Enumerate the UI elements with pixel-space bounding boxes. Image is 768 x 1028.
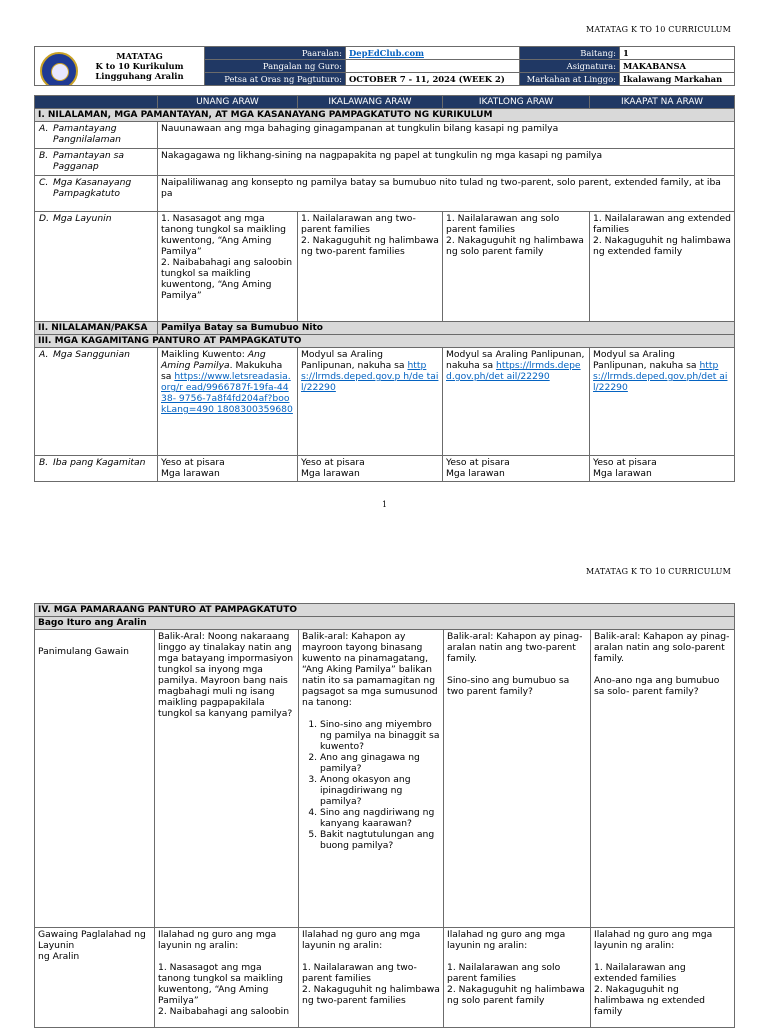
- panimulang-day-3: Balik-aral: Kahapon ay pinag- aralan natin ang two-parent family. Sino-sino ang bumubuo sa two parent family?: [444, 630, 591, 928]
- row-label-mga-sanggunian: A. Mga Sanggunian: [35, 348, 158, 456]
- row-label-gawaing-paglalahad: Gawaing Paglalahad ng Layunin ng Aralin: [35, 928, 155, 1028]
- markahan-value: Ikalawang Markahan: [620, 73, 735, 86]
- day-header-2: IKALAWANG ARAW: [298, 96, 443, 109]
- kagamitan-day-3: Yeso at pisara Mga larawan: [443, 456, 590, 482]
- baitang-label: Baitang:: [520, 47, 620, 60]
- gawaing-day-4: Ilalahad ng guro ang mga layunin ng aralin: 1. Nailalarawan ang extended families 2. Nakaguguhit ng halimbawa ng extended family: [591, 928, 735, 1028]
- sanggunian-day-3: Modyul sa Araling Panlipunan, nakuha sa https://lrmds.deped.gov.ph/det ail/22290: [443, 348, 590, 456]
- row-label-mga-layunin: D. Mga Layunin: [35, 212, 158, 322]
- kagamitan-day-1: Yeso at pisara Mga larawan: [158, 456, 298, 482]
- panimulang-day-2: Balik-aral: Kahapon ay mayroon tayong binasang kuwento na pinamagatang, “Ang Aking Pamilya” balikan natin ito sa pamamagitan ng pagsagot sa mga sumusunod na tanong: 1. Sino-sino ang miyembro ng pamilya na binaggit sa kuwento? 2. Ano ang ginagawa ng pamilya? 3. Anong okasyon ang ipinagdiriwang ng pamilya? 4. Sino ang nagdiriwang ng kanyang kaarawan? 5. Bakit nagtutulungan ang buong pamilya?: [299, 630, 444, 928]
- row-label-pamantayan-sa-pagganap: B. Pamantayan sa Pagganap: [35, 149, 158, 176]
- paaralan-label: Paaralan:: [205, 47, 346, 60]
- petsa-value: OCTOBER 7 - 11, 2024 (WEEK 2): [346, 73, 520, 86]
- document-title: MATATAG K to 10 Kurikulum Lingguhang Aralin: [95, 51, 184, 81]
- day-header-3: IKATLONG ARAW: [443, 96, 590, 109]
- lesson-info-table: [34, 46, 735, 86]
- sanggunian-day-1: Maikling Kuwento: Ang Aming Pamilya. Makukuha sa https://www.letsreadasia.org/r ead/9966787f-19fa-4438- 9756-7a8f4fd204af?bookLang=490 1808300359680: [158, 348, 298, 456]
- row-label-mga-kasanayang-pampagkatuto: C. Mga Kasanayang Pampagkatuto: [35, 176, 158, 212]
- procedures-table: [34, 603, 735, 1028]
- guro-value: [346, 60, 520, 73]
- section-2-value: Pamilya Batay sa Bumubuo Nito: [158, 322, 735, 335]
- page-header: MATATAG K TO 10 CURRICULUM: [585, 25, 731, 34]
- school-link[interactable]: DepEdClub.com: [349, 48, 424, 58]
- asignatura-value: MAKABANSA: [620, 60, 735, 73]
- sanggunian-day-4: Modyul sa Araling Panlipunan, nakuha sa https://lrmds.deped.gov.ph/det ail/22290: [590, 348, 735, 456]
- asignatura-label: Asignatura:: [520, 60, 620, 73]
- pamantayang-pangnilalaman-text: Nauunawaan ang mga bahaging ginagampanan at tungkulin bilang kasapi ng pamilya: [158, 122, 735, 149]
- paaralan-value: [346, 47, 520, 60]
- layunin-day-2: 1. Nailalarawan ang two- parent families 2. Nakaguguhit ng halimbawa ng two-parent families: [298, 212, 443, 322]
- deped-seal-logo: [40, 52, 78, 86]
- section-4-title: IV. MGA PAMARAANG PANTURO AT PAMPAGKATUTO: [35, 604, 735, 617]
- row-label-pamantayang-pangnilalaman: A. Pamantayang Pangnilalaman: [35, 122, 158, 149]
- title-cell: [35, 47, 205, 86]
- panimulang-day-1: Balik-Aral: Noong nakaraang linggo ay tinalakay natin ang mga batayang impormasiyon tungkol sa inyong mga pamilya. Mayroon bang nais magbahagi muli ng isang maikling pagpapakilala tungkol sa kanyang pamilya?: [155, 630, 299, 928]
- pamantayan-sa-pagganap-text: Nakagagawa ng likhang-sining na nagpapakita ng papel at tungkulin ng mga kasapi ng pamilya: [158, 149, 735, 176]
- day-header-empty: [35, 96, 158, 109]
- row-label-panimulang-gawain: Panimulang Gawain: [35, 630, 155, 928]
- kagamitan-day-2: Yeso at pisara Mga larawan: [298, 456, 443, 482]
- guro-label: Pangalan ng Guro:: [205, 60, 346, 73]
- lrmds-link-day-4[interactable]: https://lrmds.deped.gov.ph/det ail/22290: [593, 360, 728, 393]
- layunin-day-3: 1. Nailalarawan ang solo parent families 2. Nakaguguhit ng halimbawa ng solo parent family: [443, 212, 590, 322]
- gawaing-day-1: Ilalahad ng guro ang mga layunin ng aralin: 1. Nasasagot ang mga tanong tungkol sa maikling kuwentong, “Ang Aming Pamilya” 2. Naibabahagi ang saloobin: [155, 928, 299, 1028]
- row-label-iba-pang-kagamitan: B. Iba pang Kagamitan: [35, 456, 158, 482]
- gawaing-day-3: Ilalahad ng guro ang mga layunin ng aralin: 1. Nailalarawan ang solo parent families 2. Nakaguguhit ng halimbawa ng solo parent family: [444, 928, 591, 1028]
- markahan-label: Markahan at Linggo:: [520, 73, 620, 86]
- layunin-day-4: 1. Nailalarawan ang extended families 2. Nakaguguhit ng halimbawa ng extended family: [590, 212, 735, 322]
- letsreadasia-link[interactable]: https://www.letsreadasia.org/r ead/9966787f-19fa-4438- 9756-7a8f4fd204af?bookLang=490 1808300359680: [161, 371, 293, 415]
- page-number: 1: [382, 500, 388, 509]
- mga-kasanayang-pampagkatuto-text: Naipaliliwanag ang konsepto ng pamilya batay sa bumubuo nito tulad ng two-parent, solo parent, extended family, at iba pa: [158, 176, 735, 212]
- day-header-1: UNANG ARAW: [158, 96, 298, 109]
- sanggunian-day-2: Modyul sa Araling Panlipunan, nakuha sa https://lrmds.deped.gov.p h/de tail/22290: [298, 348, 443, 456]
- layunin-day-1: 1. Nasasagot ang mga tanong tungkol sa maikling kuwentong, “Ang Aming Pamilya” 2. Naibabahagi ang saloobin tungkol sa maikling kuwentong, “Ang Aming Pamilya”: [158, 212, 298, 322]
- review-questions-list: 1. Sino-sino ang miyembro ng pamilya na binaggit sa kuwento? 2. Ano ang ginagawa ng pamilya? 3. Anong okasyon ang ipinagdiriwang ng pamilya? 4. Sino ang nagdiriwang ng kanyang kaarawan? 5. Bakit nagtutulungan ang buong pamilya?: [302, 719, 440, 851]
- section-3-title: III. MGA KAGAMITANG PANTURO AT PAMPAGKATUTO: [35, 335, 735, 348]
- page-header-2: MATATAG K TO 10 CURRICULUM: [585, 567, 731, 576]
- lrmds-link-day-3[interactable]: https://lrmds.deped.gov.ph/det ail/22290: [446, 360, 581, 382]
- section-1-title: I. NILALAMAN, MGA PAMANTAYAN, AT MGA KASANAYANG PAMPAGKATUTO NG KURIKULUM: [35, 109, 735, 122]
- lrmds-link-day-2[interactable]: https://lrmds.deped.gov.p h/de tail/22290: [301, 360, 439, 393]
- section-2-title: II. NILALAMAN/PAKSA: [35, 322, 158, 335]
- gawaing-day-2: Ilalahad ng guro ang mga layunin ng aralin: 1. Nailalarawan ang two- parent families 2. Nakaguguhit ng halimbawa ng two-parent families: [299, 928, 444, 1028]
- day-header-4: IKAAPAT NA ARAW: [590, 96, 735, 109]
- bago-ituro-subheading: Bago Ituro ang Aralin: [35, 617, 735, 630]
- petsa-label: Petsa at Oras ng Pagtuturo:: [205, 73, 346, 86]
- panimulang-day-4: Balik-aral: Kahapon ay pinag- aralan natin ang solo-parent family. Ano-ano nga ang bumubuo sa solo- parent family?: [591, 630, 735, 928]
- baitang-value: 1: [620, 47, 735, 60]
- kagamitan-day-4: Yeso at pisara Mga larawan: [590, 456, 735, 482]
- lesson-plan-table: [34, 95, 735, 482]
